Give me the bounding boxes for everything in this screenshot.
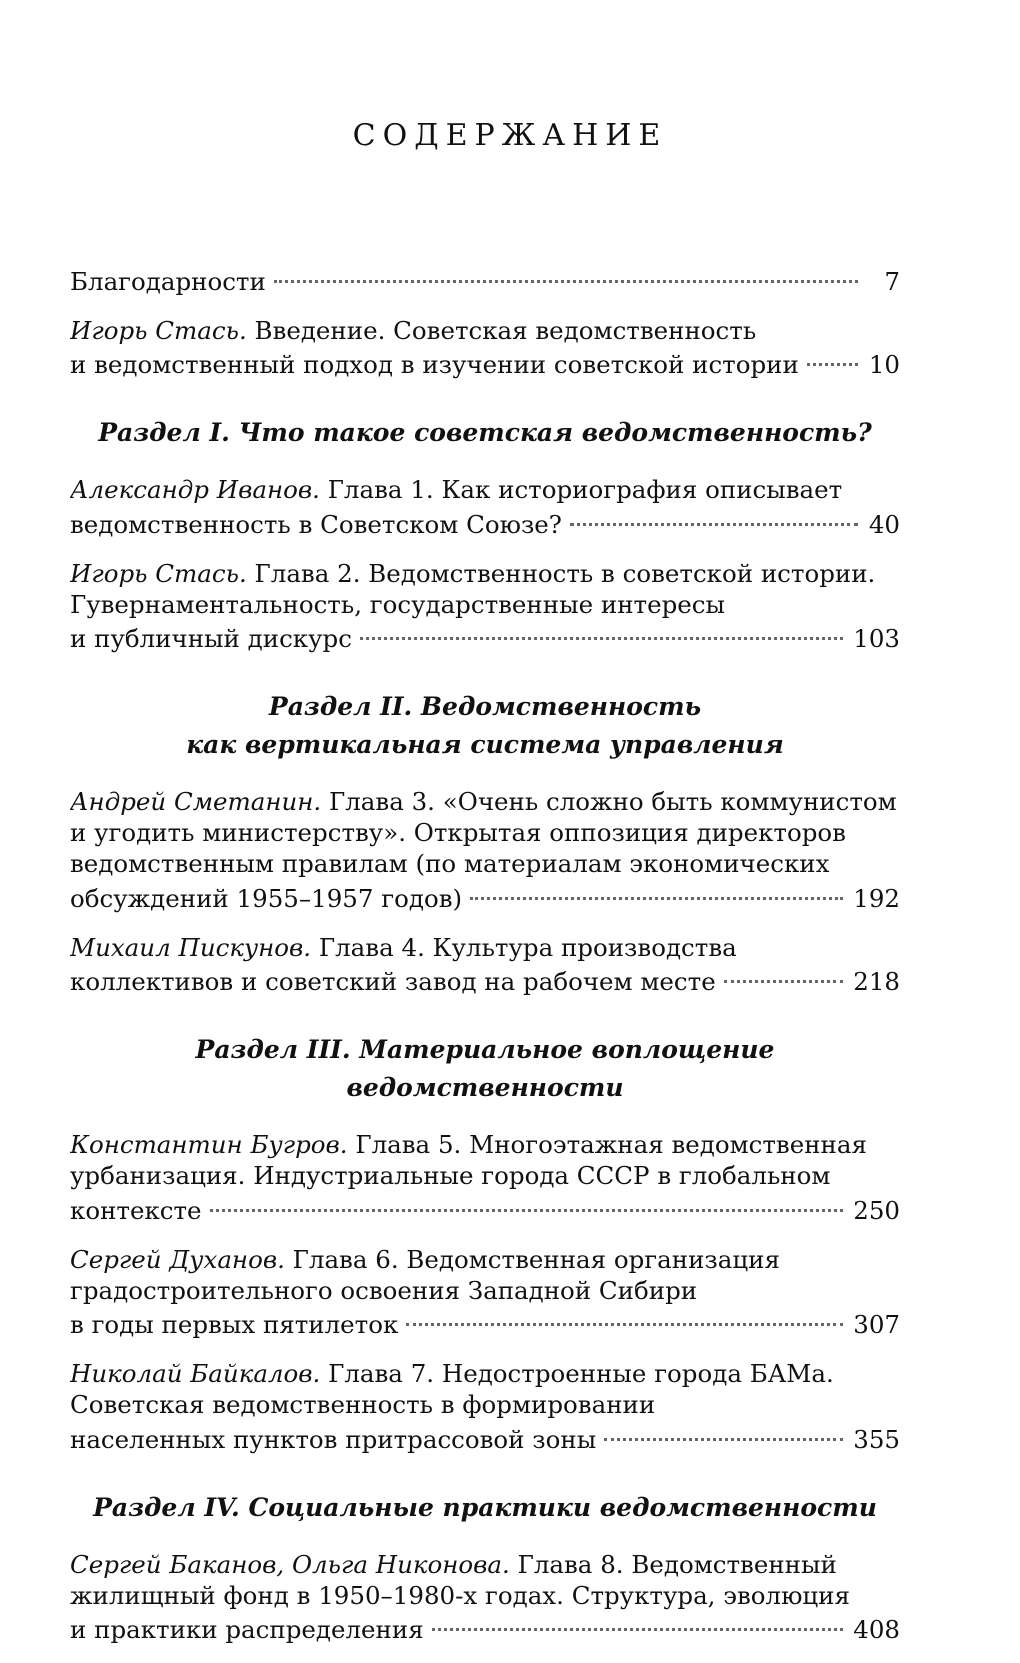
toc-entry-last-line	[70, 879, 900, 914]
toc-entry-line	[70, 1358, 900, 1389]
toc-entry-last-line	[70, 346, 900, 381]
entry-text: градостроительного освоения Западной Сибири	[70, 1275, 698, 1305]
table-of-contents	[70, 262, 900, 1663]
entry-text: урбанизация. Индустриальные города СССР в глобальном	[70, 1161, 831, 1190]
entry-text: ведомственность в Советском Союзе?	[70, 509, 562, 539]
entry-author: Андрей Сметанин.	[70, 787, 322, 816]
entry-text: Глава 2. Ведомственность в советской истории.	[246, 558, 876, 588]
page-number: 355	[853, 1424, 900, 1454]
entry-text: жилищный фонд в 1950–1980-х годах. Структура, эволюция	[70, 1580, 850, 1610]
toc-entry[interactable]	[70, 1129, 900, 1226]
page-number: 408	[853, 1615, 900, 1644]
toc-entry-line	[70, 786, 900, 817]
toc-entry-line	[70, 1244, 900, 1275]
entry-author: Александр Иванов.	[70, 475, 320, 504]
section-heading-line: Раздел III. Материальное воплощение ведомственности	[195, 1035, 775, 1102]
toc-entry-last-line	[70, 1191, 900, 1226]
toc-entry[interactable]	[70, 1244, 900, 1341]
dot-leader	[604, 1413, 843, 1441]
toc-entry-last-line	[70, 963, 900, 998]
dot-leader	[360, 613, 843, 641]
entry-text: в годы первых пятилеток	[70, 1310, 399, 1339]
entry-text: Глава 4. Культура производства	[311, 932, 737, 962]
toc-entry-line	[70, 558, 900, 589]
toc-entry-last-line	[70, 505, 900, 540]
entry-text: населенных пунктов притрассовой зоны	[70, 1424, 597, 1454]
entry-text: и ведомственный подход в изучении советской истории	[70, 350, 799, 379]
toc-entry-last-line	[70, 1306, 900, 1341]
entry-text: Благодарности	[70, 266, 266, 296]
toc-entry[interactable]	[70, 262, 900, 297]
entry-text: Глава 1. Как историография описывает	[319, 475, 843, 504]
toc-entry-last-line	[70, 620, 900, 655]
dot-leader	[724, 956, 844, 984]
section-heading[interactable]	[70, 688, 900, 764]
entry-text: ведомственным правилам (по материалам экономических	[70, 849, 830, 878]
toc-entry[interactable]	[70, 1549, 900, 1646]
section-heading-line: Раздел I. Что такое советская ведомственность?	[98, 418, 872, 447]
entry-author: Сергей Баканов, Ольга Никонова.	[70, 1549, 510, 1579]
page-number: 307	[853, 1310, 900, 1339]
toc-entry-line	[70, 817, 900, 848]
toc-entry[interactable]	[70, 315, 900, 381]
dot-leader	[210, 1184, 844, 1212]
entry-text: Глава 6. Ведомственная организация	[284, 1244, 780, 1274]
entry-author: Игорь Стась.	[70, 558, 247, 588]
section-heading[interactable]	[70, 414, 900, 452]
entry-author: Николай Байкалов.	[70, 1359, 321, 1388]
entry-text: обсуждений 1955–1957 годов)	[70, 883, 463, 913]
toc-entry[interactable]	[70, 932, 900, 998]
entry-author: Игорь Стась.	[70, 315, 247, 345]
page-number: 103	[853, 624, 900, 653]
entry-text: коллективов и советский завод на рабочем месте	[70, 967, 716, 996]
section-heading-line: Раздел II. Ведомственность	[268, 692, 702, 721]
entry-author: Сергей Духанов.	[70, 1244, 285, 1274]
entry-text: Введение. Советская ведомственность	[246, 315, 757, 345]
section-heading-line: Раздел IV. Социальные практики ведомственности	[93, 1492, 877, 1522]
entry-text: Глава 3. «Очень сложно быть коммунистом	[321, 787, 897, 816]
page-number: 218	[853, 967, 900, 996]
toc-entry[interactable]	[70, 786, 900, 914]
entry-text: Глава 8. Ведомственный	[509, 1549, 837, 1579]
dot-leader	[570, 498, 858, 526]
entry-text: Глава 5. Многоэтажная ведомственная	[347, 1130, 867, 1159]
toc-entry[interactable]	[70, 558, 900, 655]
section-heading[interactable]	[70, 1489, 900, 1527]
entry-author: Константин Бугров.	[70, 1130, 348, 1159]
dot-leader	[432, 1604, 844, 1632]
toc-entry-last-line	[70, 1420, 900, 1455]
dot-leader	[274, 255, 858, 283]
page-number: 250	[853, 1195, 900, 1225]
entry-author: Михаил Пискунов.	[70, 932, 312, 962]
entry-text: Советская ведомственность в формировании	[70, 1390, 656, 1419]
toc-entry-line	[70, 1549, 900, 1580]
section-heading[interactable]	[70, 1031, 900, 1107]
section-heading-line: как вертикальная система управления	[186, 730, 784, 759]
page-number: 10	[868, 350, 900, 379]
toc-entry-line	[70, 315, 900, 346]
toc-entry[interactable]	[70, 474, 900, 540]
dot-leader	[807, 339, 858, 367]
page-number: 7	[884, 266, 900, 296]
toc-entry-last-line	[70, 262, 900, 297]
toc-entry-line	[70, 1129, 900, 1160]
toc-entry-last-line	[70, 1611, 900, 1646]
page-number: 192	[853, 883, 900, 913]
page-number: 40	[868, 509, 900, 539]
entry-text: и практики распределения	[70, 1615, 424, 1644]
page-title: СОДЕРЖАНИЕ	[352, 118, 668, 153]
entry-text: и публичный дискурс	[70, 624, 352, 653]
entry-text: Глава 7. Недостроенные города БАМа.	[320, 1359, 834, 1388]
dot-leader	[470, 872, 843, 900]
toc-entry[interactable]	[70, 1358, 900, 1455]
dot-leader	[406, 1299, 843, 1327]
entry-text: Гувернаментальность, государственные интересы	[70, 589, 725, 619]
entry-text: и угодить министерству». Открытая оппозиция директоров	[70, 818, 846, 847]
entry-text: контексте	[70, 1195, 202, 1225]
